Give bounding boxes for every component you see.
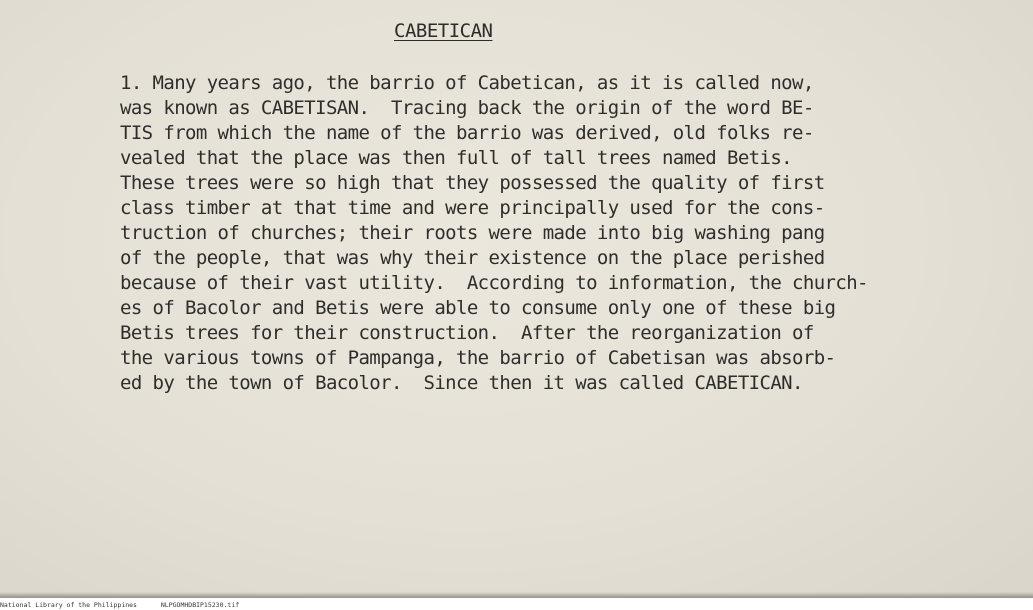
document-body: [120, 71, 868, 396]
document-title: CABETICAN: [394, 20, 493, 42]
text-line: es of Bacolor and Betis were able to consume only one of these big: [120, 297, 836, 319]
text-line: 1. Many years ago, the barrio of Cabetican, as it is called now,: [120, 72, 814, 94]
text-line: because of their vast utility. According to information, the church-: [120, 272, 868, 294]
text-line: the various towns of Pampanga, the barrio of Cabetisan was absorb-: [120, 347, 836, 369]
text-line: Betis trees for their construction. After the reorganization of: [120, 322, 814, 344]
text-line: of the people, that was why their existence on the place perished: [120, 247, 825, 269]
text-line: vealed that the place was then full of tall trees named Betis.: [120, 147, 793, 169]
page-edge-shadow: [0, 592, 1033, 598]
text-line: ed by the town of Bacolor. Since then it was called CABETICAN.: [120, 372, 803, 394]
text-line: class timber at that time and were principally used for the cons-: [120, 197, 825, 219]
footer-filename: NLPGOMHDBIP15230.tif: [160, 601, 240, 609]
text-line: was known as CABETISAN. Tracing back the origin of the word BE-: [120, 97, 814, 119]
text-line: These trees were so high that they possessed the quality of first: [120, 172, 825, 194]
text-line: truction of churches; their roots were made into big washing pang: [120, 222, 825, 244]
text-line: TIS from which the name of the barrio was derived, old folks re-: [120, 122, 814, 144]
footer-institution: National Library of the Philippines: [0, 601, 137, 609]
scan-footer: [0, 600, 1033, 610]
